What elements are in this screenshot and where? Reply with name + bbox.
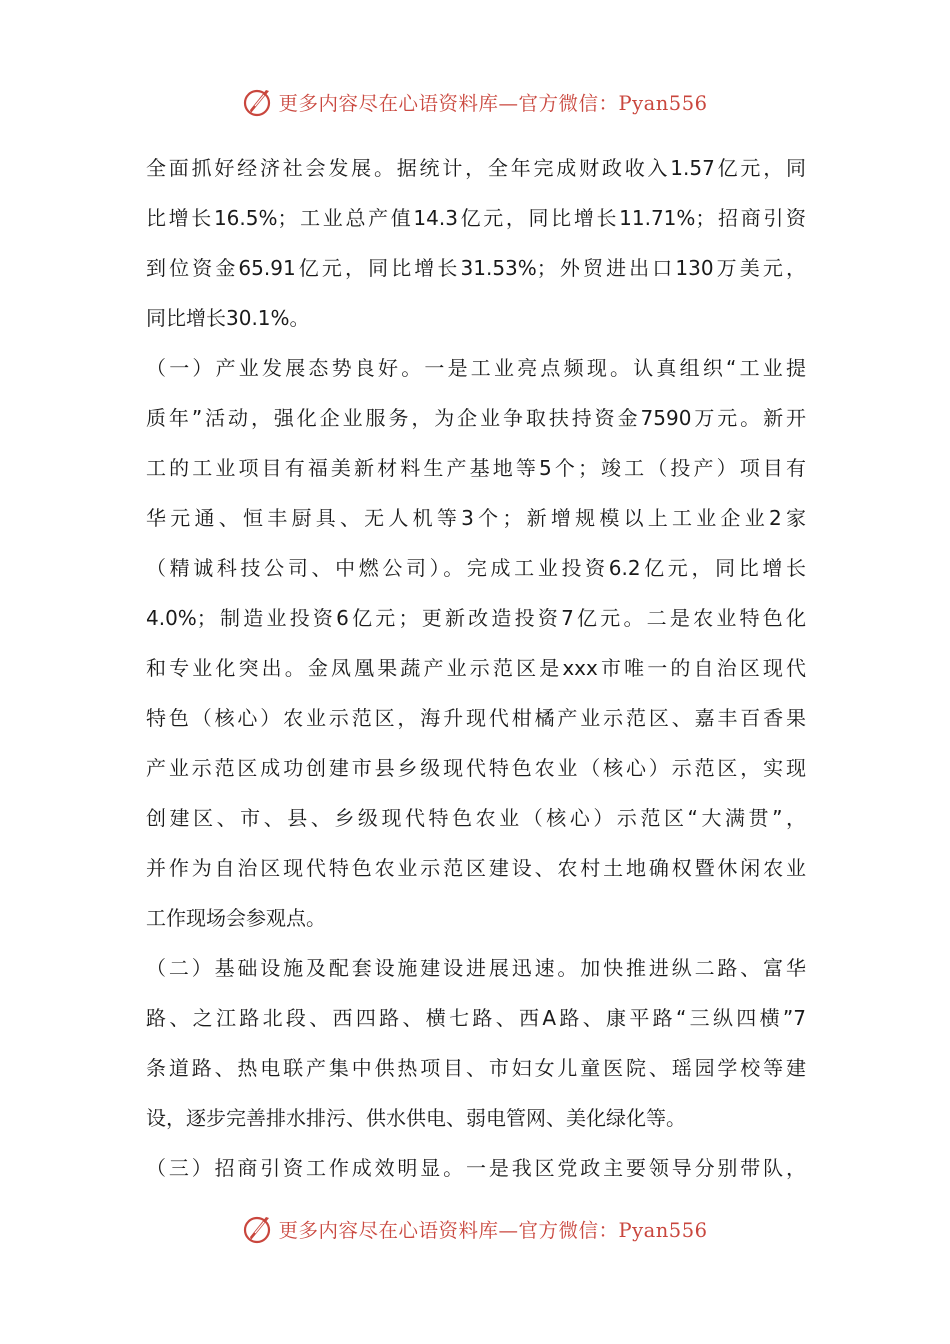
text-line: 工的工业项目有福美新材料生产基地等5个；竣工（投产）项目有 bbox=[146, 456, 806, 480]
text-line: 工作现场会参观点。 bbox=[146, 906, 326, 930]
text-line: 设，逐步完善排水排污、供水供电、弱电管网、美化绿化等。 bbox=[146, 1106, 686, 1130]
text-line: 创建区、市、县、乡级现代特色农业（核心）示范区“大满贯”， bbox=[146, 806, 806, 830]
text-line: 特色（核心）农业示范区，海升现代柑橘产业示范区、嘉丰百香果 bbox=[146, 706, 806, 730]
text-line: 比增长16.5%；工业总产值14.3亿元，同比增长11.71%；招商引资 bbox=[146, 206, 806, 230]
text-line: 产业示范区成功创建市县乡级现代特色农业（核心）示范区，实现 bbox=[146, 756, 806, 780]
text-line: （二）基础设施及配套设施建设进展迅速。加快推进纵二路、富华 bbox=[146, 956, 806, 980]
text-line: 到位资金65.91亿元，同比增长31.53%；外贸进出口130万美元， bbox=[146, 256, 806, 280]
text-line: 条道路、热电联产集中供热项目、市妇女儿童医院、瑶园学校等建 bbox=[146, 1056, 806, 1080]
footer-watermark-banner bbox=[0, 1209, 950, 1249]
text-line: 质年”活动，强化企业服务，为企业争取扶持资金7590万元。新开 bbox=[146, 406, 806, 430]
document-body bbox=[146, 147, 806, 1197]
text-line: （一）产业发展态势良好。一是工业亮点频现。认真组织“工业提 bbox=[146, 356, 806, 380]
watermark-text: 更多内容尽在心语资料库—官方微信：Pyan556 bbox=[278, 1219, 708, 1242]
quill-logo-icon bbox=[242, 86, 274, 118]
text-line: 和专业化突出。金凤凰果蔬产业示范区是xxx市唯一的自治区现代 bbox=[146, 656, 806, 680]
text-line: 全面抓好经济社会发展。据统计，全年完成财政收入1.57亿元，同 bbox=[146, 156, 806, 180]
text-line: （精诚科技公司、中燃公司）。完成工业投资6.2亿元，同比增长 bbox=[146, 556, 806, 580]
text-line: 路、之江路北段、西四路、横七路、西A路、康平路“三纵四横”7 bbox=[146, 1006, 806, 1030]
watermark-text: 更多内容尽在心语资料库—官方微信：Pyan556 bbox=[278, 92, 708, 115]
header-watermark-banner bbox=[0, 82, 950, 122]
text-line: 同比增长30.1%。 bbox=[146, 306, 310, 330]
text-line: 并作为自治区现代特色农业示范区建设、农村土地确权暨休闲农业 bbox=[146, 856, 806, 880]
quill-logo-icon bbox=[242, 1213, 274, 1245]
text-line: 华元通、恒丰厨具、无人机等3个；新增规模以上工业企业2家 bbox=[146, 506, 806, 530]
text-line: （三）招商引资工作成效明显。一是我区党政主要领导分别带队， bbox=[146, 1156, 806, 1180]
text-line: 4.0%；制造业投资6亿元；更新改造投资7亿元。二是农业特色化 bbox=[146, 606, 806, 630]
